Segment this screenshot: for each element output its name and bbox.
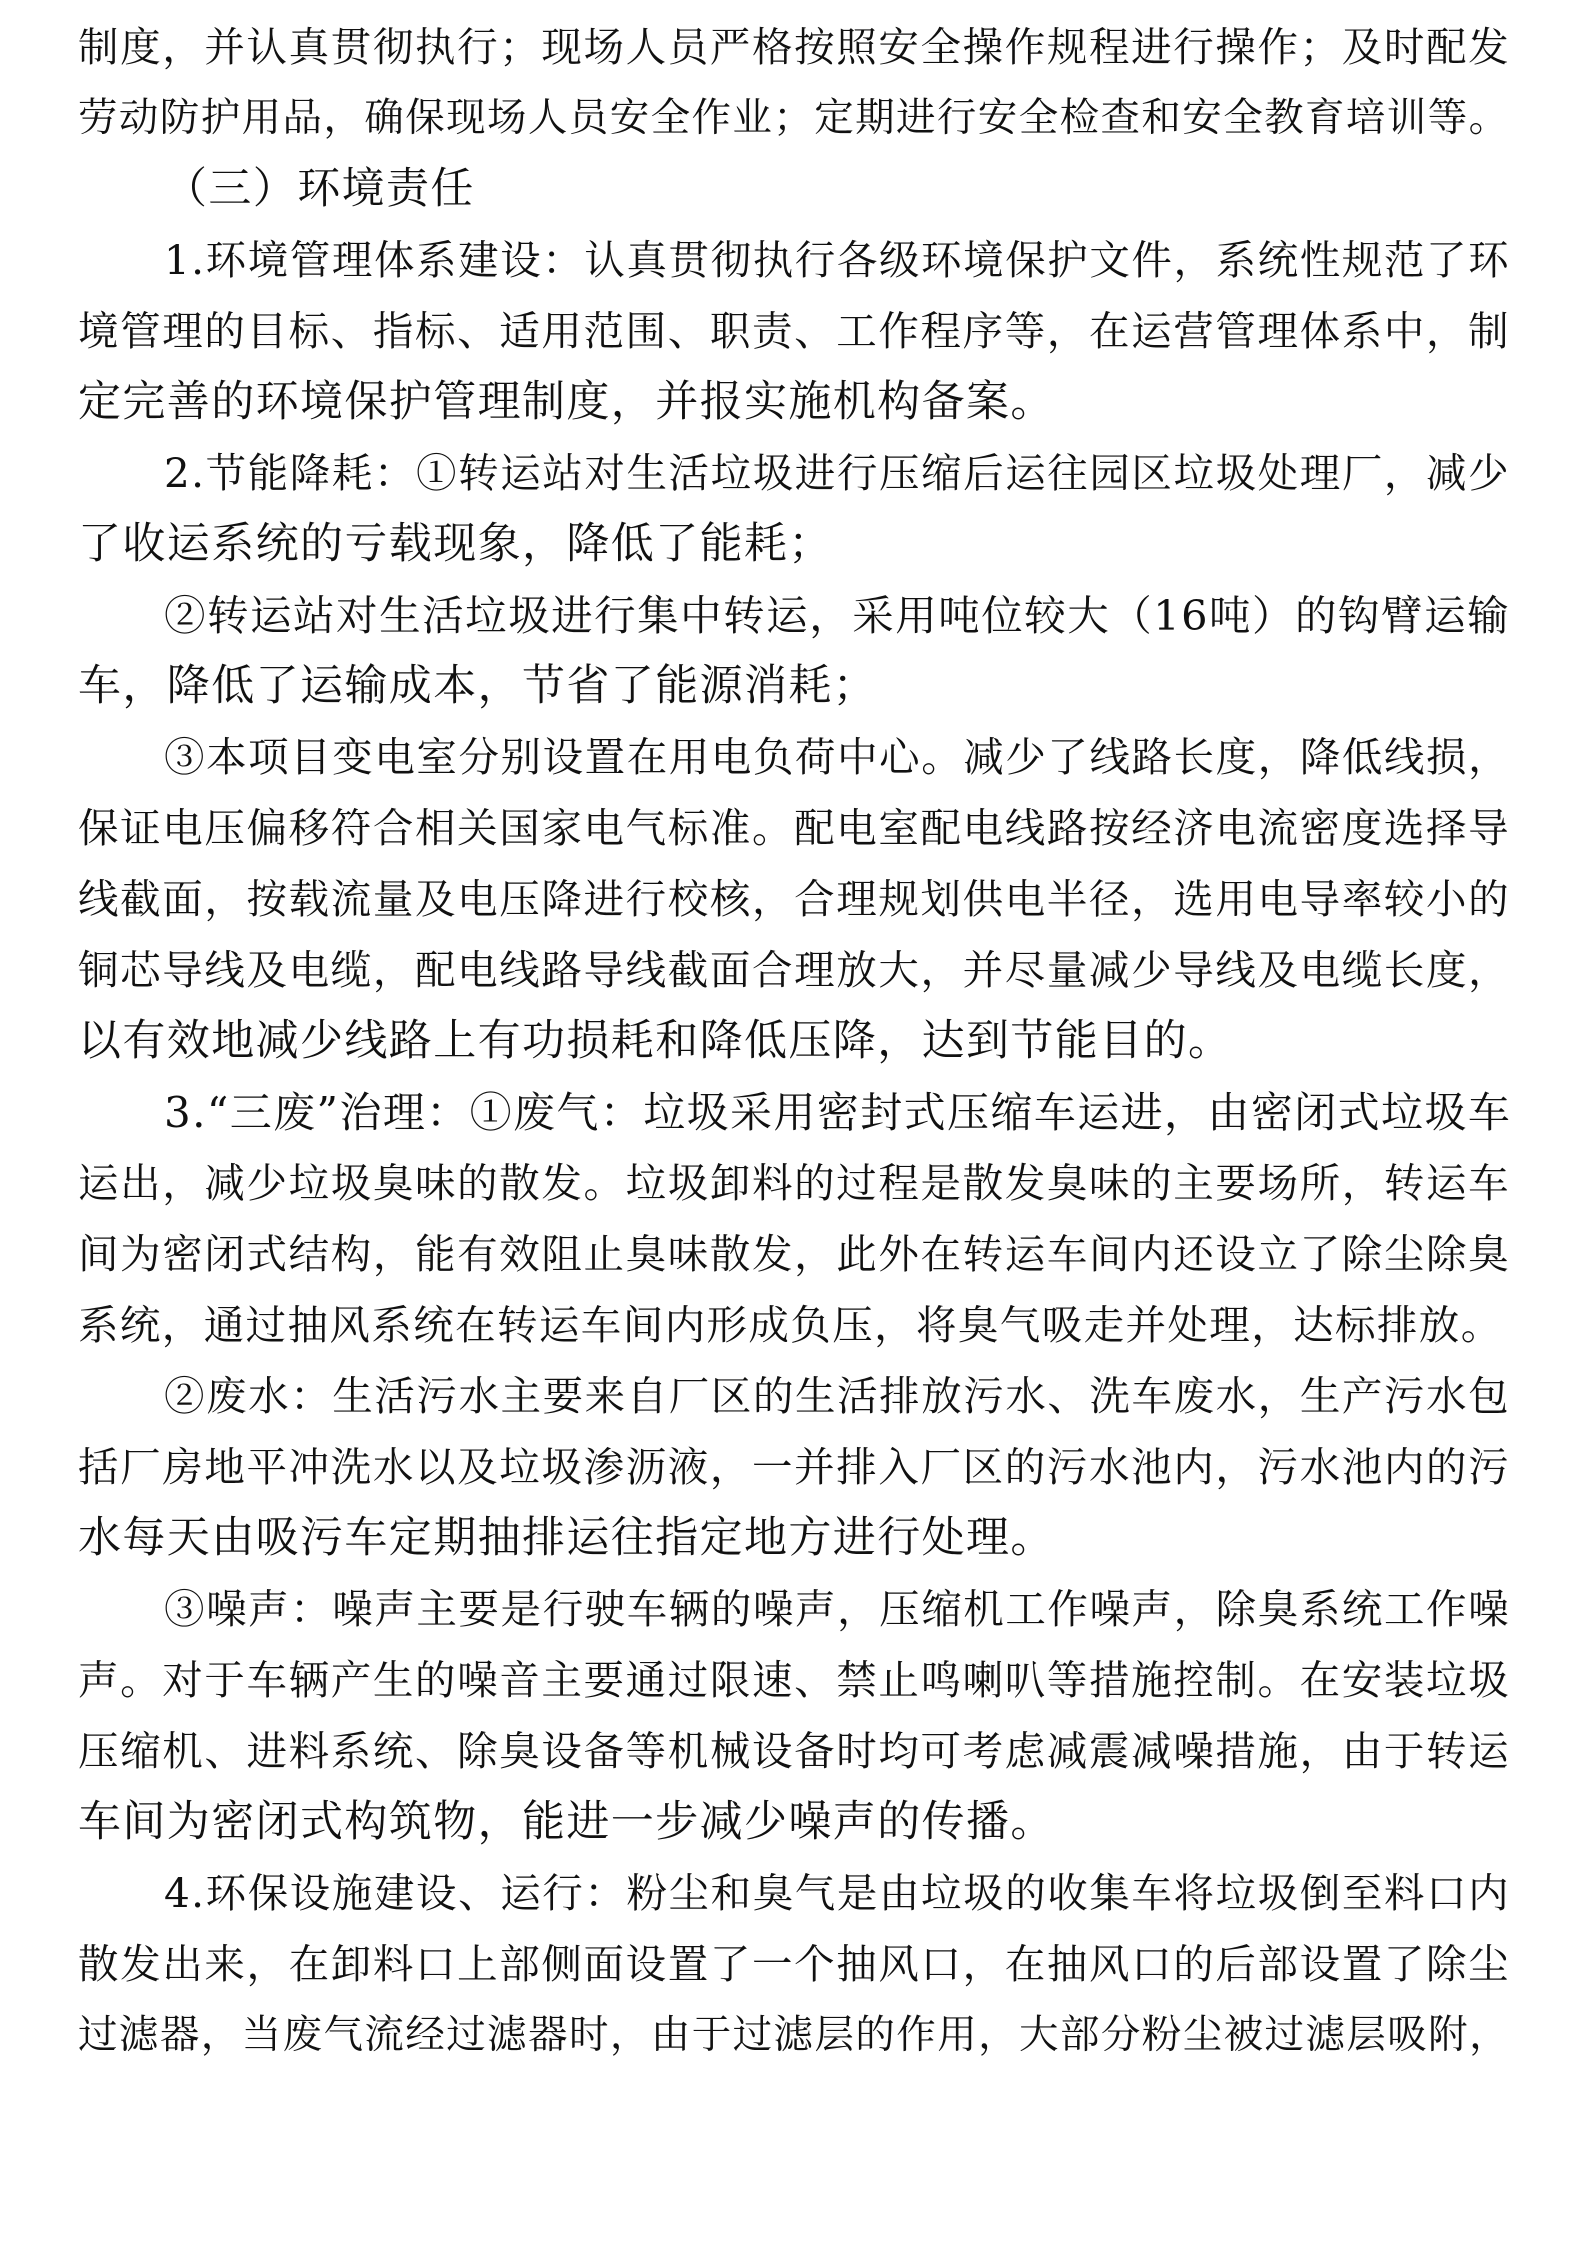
text-line: 声。对于车辆产生的噪音主要通过限速、禁止鸣喇叭等措施控制。在安装垃圾 <box>78 1656 1510 1704</box>
text-line: 保证电压偏移符合相关国家电气标准。配电室配电线路按经济电流密度选择导 <box>78 804 1510 852</box>
text-line: 铜芯导线及电缆，配电线路导线截面合理放大，并尽量减少导线及电缆长度， <box>78 946 1510 994</box>
text-line: 水每天由吸污车定期抽排运往指定地方进行处理。 <box>78 1513 1055 1563</box>
text-line: 运出，减少垃圾臭味的散发。垃圾卸料的过程是散发臭味的主要场所，转运车 <box>78 1159 1510 1207</box>
text-line: 线截面，按载流量及电压降进行校核，合理规划供电半径，选用电导率较小的 <box>78 875 1510 923</box>
text-line: ②废水：生活污水主要来自厂区的生活排放污水、洗车废水，生产污水包 <box>164 1372 1510 1420</box>
text-line: 定完善的环境保护管理制度，并报实施机构备案。 <box>78 377 1055 427</box>
text-line: 境管理的目标、指标、适用范围、职责、工作程序等，在运营管理体系中，制 <box>78 307 1510 355</box>
text-line: 间为密闭式结构，能有效阻止臭味散发，此外在转运车间内还设立了除尘除臭 <box>78 1230 1510 1278</box>
text-line: 3.“三废”治理：①废气：垃圾采用密封式压缩车运进，由密闭式垃圾车 <box>164 1088 1512 1137</box>
document-page <box>78 12 1510 2071</box>
section-heading: （三）环境责任 <box>164 164 475 214</box>
text-line: 散发出来，在卸料口上部侧面设置了一个抽风口，在抽风口的后部设置了除尘 <box>78 1940 1510 1988</box>
text-line: 车，降低了运输成本，节省了能源消耗； <box>78 661 878 711</box>
text-line: 过滤器，当废气流经过滤器时，由于过滤层的作用，大部分粉尘被过滤层吸附， <box>78 2012 1510 2058</box>
text-line: 压缩机、进料系统、除臭设备等机械设备时均可考虑减震减噪措施，由于转运 <box>78 1727 1510 1775</box>
text-line: 劳动防护用品，确保现场人员安全作业；定期进行安全检查和安全教育培训等。 <box>78 95 1510 141</box>
text-line: 4.环保设施建设、运行：粉尘和臭气是由垃圾的收集车将垃圾倒至料口内 <box>164 1869 1510 1917</box>
text-line: 了收运系统的亏载现象，降低了能耗； <box>78 519 833 569</box>
text-line: ③本项目变电室分别设置在用电负荷中心。减少了线路长度，降低线损， <box>164 733 1510 781</box>
text-line: ③噪声：噪声主要是行驶车辆的噪声，压缩机工作噪声，除臭系统工作噪 <box>164 1585 1510 1633</box>
text-line: 2.节能降耗：①转运站对生活垃圾进行压缩后运往园区垃圾处理厂，减少 <box>164 449 1510 497</box>
text-line: 1.环境管理体系建设：认真贯彻执行各级环境保护文件，系统性规范了环 <box>164 236 1510 284</box>
text-line: ②转运站对生活垃圾进行集中转运，采用吨位较大（16吨）的钩臂运输 <box>164 591 1510 640</box>
text-line: 括厂房地平冲洗水以及垃圾渗沥液，一并排入厂区的污水池内，污水池内的污 <box>78 1443 1510 1491</box>
text-line: 以有效地减少线路上有功损耗和降低压降，达到节能目的。 <box>78 1016 1233 1066</box>
text-line: 车间为密闭式构筑物，能进一步减少噪声的传播。 <box>78 1797 1055 1847</box>
text-line: 系统，通过抽风系统在转运车间内形成负压，将臭气吸走并处理，达标排放。 <box>78 1301 1503 1349</box>
text-line: 制度，并认真贯彻执行；现场人员严格按照安全操作规程进行操作；及时配发 <box>78 23 1510 71</box>
